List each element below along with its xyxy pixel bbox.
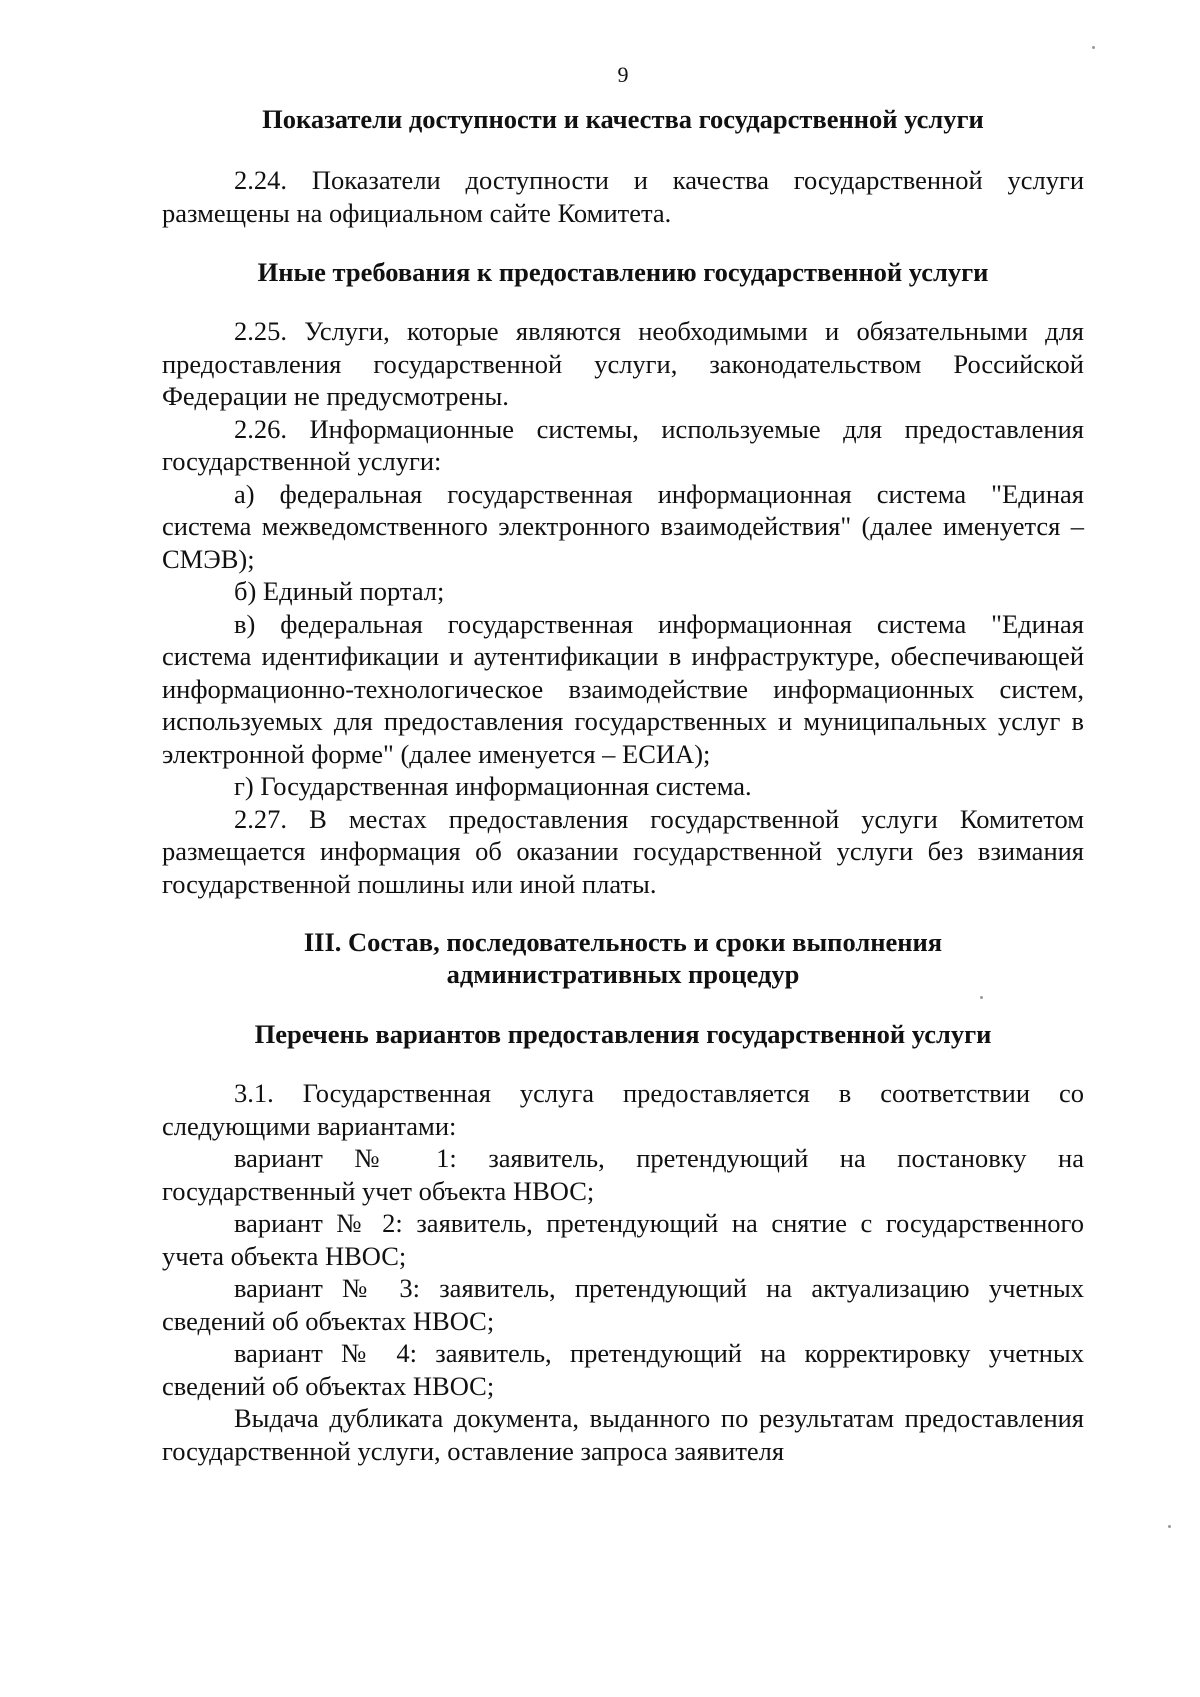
paragraph-variant-2: вариант № 2: заявитель, претендующий на снятие с государственного учета объекта НВОС; bbox=[162, 1208, 1084, 1271]
chapter-heading-line-2: административных процедур bbox=[446, 959, 800, 989]
heading-variants-list: Перечень вариантов предоставления государственной услуги bbox=[254, 1019, 992, 1049]
section-variants-body bbox=[162, 1077, 1084, 1467]
scan-speck bbox=[1092, 46, 1095, 49]
section-other-requirements-body bbox=[162, 315, 1084, 900]
paragraph-duplicate: Выдача дубликата документа, выданного по результатам предоставления государственной услуги, оставление запроса заявителя bbox=[162, 1403, 1084, 1466]
paragraph-variant-1: вариант № 1: заявитель, претендующий на постановку на государственный учет объекта НВОС; bbox=[162, 1143, 1084, 1206]
document-page bbox=[162, 0, 1084, 1697]
page-number: 9 bbox=[617, 62, 629, 87]
paragraph-2-26-v: в) федеральная государственная информационная система "Единая система идентификации и аутентификации в инфраструктуре, обеспечивающей информационно-технологическое взаимодействие информационных систем, используемых для предоставления государственных и муниципальных услуг в электронной форме" (далее именуется – ЕСИА); bbox=[162, 608, 1084, 769]
paragraph-2-27: 2.27. В местах предоставления государственной услуги Комитетом размещается информация об оказании государственной услуги без взимания государственной пошлины или иной платы. bbox=[162, 803, 1084, 899]
paragraph-variant-4: вариант № 4: заявитель, претендующий на корректировку учетных сведений об объектах НВОС; bbox=[162, 1338, 1084, 1401]
scan-speck bbox=[1168, 1525, 1171, 1528]
paragraph-3-1: 3.1. Государственная услуга предоставляется в соответствии со следующими вариантами: bbox=[162, 1078, 1084, 1141]
paragraph-2-26-b: б) Единый портал; bbox=[234, 576, 445, 606]
heading-availability-indicators: Показатели доступности и качества государственной услуги bbox=[262, 104, 984, 134]
paragraph-2-26-a: а) федеральная государственная информационная система "Единая система межведомственного электронного взаимодействия" (далее именуется – СМЭВ); bbox=[162, 478, 1084, 574]
paragraph-2-26-g: г) Государственная информационная система. bbox=[234, 771, 752, 801]
scan-speck bbox=[980, 996, 983, 999]
paragraph-2-25: 2.25. Услуги, которые являются необходимыми и обязательными для предоставления государственной услуги, законодательством Российской Федерации не предусмотрены. bbox=[162, 316, 1084, 411]
section-availability-body bbox=[162, 164, 1084, 229]
paragraph-2-26: 2.26. Информационные системы, используемые для предоставления государственной услуги: bbox=[162, 413, 1084, 476]
paragraph-variant-3: вариант № 3: заявитель, претендующий на актуализацию учетных сведений об объектах НВОС; bbox=[162, 1273, 1084, 1336]
heading-other-requirements: Иные требования к предоставлению государственной услуги bbox=[257, 257, 989, 287]
paragraph-2-24: 2.24. Показатели доступности и качества государственной услуги размещены на официальном сайте Комитета. bbox=[162, 165, 1084, 228]
chapter-heading-line-1: III. Состав, последовательность и сроки выполнения bbox=[303, 927, 943, 957]
